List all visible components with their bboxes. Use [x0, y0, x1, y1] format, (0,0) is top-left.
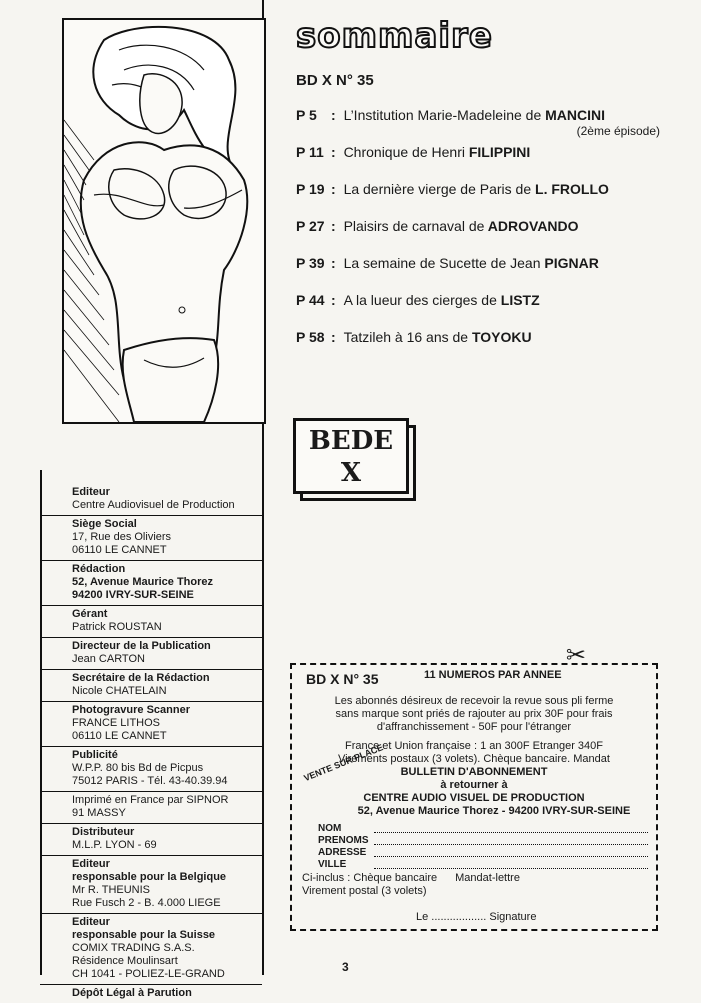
credit-distributeur	[40, 824, 262, 856]
credit-line: Centre Audiovisuel de Production	[72, 499, 235, 511]
credit-title: Directeur de la Publication	[72, 640, 211, 652]
credit-line: M.L.P. LYON - 69	[72, 839, 157, 851]
credit-line: 91 MASSY	[72, 807, 126, 819]
coupon-retour: à retourner à	[440, 779, 508, 791]
toc-author: FILIPPINI	[468, 144, 531, 160]
ville-field[interactable]	[374, 868, 648, 869]
coupon-centre: CENTRE AUDIO VISUEL DE PRODUCTION	[363, 792, 585, 804]
nom-field[interactable]	[374, 832, 648, 833]
toc-item: P 11 : Chronique de Henri FILIPPINI	[296, 144, 531, 160]
form-label: NOM	[318, 823, 342, 834]
toc-text: La dernière vierge de Paris de	[343, 181, 532, 197]
credit-gerant	[40, 606, 262, 638]
logo-line: BEDE	[308, 426, 394, 456]
coupon-issue: BD X N° 35	[306, 671, 379, 687]
credit-title: Rédaction	[72, 563, 126, 575]
prenoms-field[interactable]	[374, 844, 648, 845]
credit-line: 52, Avenue Maurice Thorez	[72, 576, 214, 588]
toc-item: P 58 : Tatzileh à 16 ans de TOYOKU	[296, 329, 532, 345]
credit-line: Rue Fusch 2 - B. 4.000 LIEGE	[72, 897, 221, 909]
toc-text: La semaine de Sucette de Jean	[343, 255, 541, 271]
credit-title: Dépôt Légal à Parution	[72, 987, 192, 999]
table-of-contents	[296, 107, 666, 366]
adresse-field[interactable]	[374, 856, 648, 857]
left-column	[40, 0, 260, 1000]
credit-title: Editeur	[72, 486, 110, 498]
credits-list	[40, 484, 262, 1003]
signature-line: Le .................. Signature	[416, 911, 537, 923]
vente-sur-place-stamp: VENTE SUR PLACE	[302, 742, 385, 784]
toc-item: P 27 : Plaisirs de carnaval de ADROVANDO	[296, 218, 579, 234]
coupon-bulletin: BULLETIN D'ABONNEMENT	[400, 766, 548, 778]
toc-text: A la lueur des cierges de	[343, 292, 497, 308]
toc-text: Chronique de Henri	[343, 144, 465, 160]
credit-title: Gérant	[72, 608, 108, 620]
coupon-line: Virements postaux (3 volets). Chèque bancaire. Mandat	[338, 753, 610, 765]
credit-line: CH 1041 - POLIEZ-LE-GRAND	[72, 968, 225, 980]
credit-line: 94200 IVRY-SUR-SEINE	[72, 589, 194, 601]
virement-label: Virement postal (3 volets)	[302, 885, 427, 897]
toc-page: P 5	[296, 107, 317, 123]
toc-page: P 27	[296, 218, 325, 234]
credit-line: Mr R. THEUNIS	[72, 884, 151, 896]
toc-text: L’Institution Marie-Madeleine de	[343, 107, 542, 123]
payment-options	[302, 872, 642, 898]
form-label: VILLE	[318, 859, 347, 870]
form-row-ville	[318, 859, 648, 871]
toc-author: PIGNAR	[544, 255, 599, 271]
coupon-line: France et Union française : 1 an 300F Etranger 340F	[344, 740, 604, 752]
toc-author: ADROVANDO	[487, 218, 579, 234]
toc-page: P 11	[296, 144, 324, 160]
credit-redaction	[40, 561, 262, 606]
credit-imprime	[40, 792, 262, 824]
toc-page: P 58	[296, 329, 325, 345]
credit-publicite	[40, 747, 262, 792]
credit-photogravure	[40, 702, 262, 747]
credit-line: 75012 PARIS - Tél. 43-40.39.94	[72, 775, 228, 787]
credit-siege-social	[40, 516, 262, 561]
credit-title: Photogravure Scanner	[72, 704, 190, 716]
toc-page: P 44	[296, 292, 325, 308]
bede-x-logo	[293, 418, 409, 494]
toc-item: P 39 : La semaine de Sucette de Jean PIGNAR	[296, 255, 599, 271]
illustration-drawing	[64, 20, 264, 422]
coupon-address: 52, Avenue Maurice Thorez - 94200 IVRY-SUR-SEINE	[357, 805, 631, 817]
form-label: PRENOMS	[318, 835, 369, 846]
toc-page: P 19	[296, 181, 325, 197]
issue-number: BD X N° 35	[296, 72, 374, 89]
toc-page: P 39	[296, 255, 325, 271]
toc-author: MANCINI	[545, 107, 606, 123]
credit-line: responsable pour la Belgique	[72, 871, 227, 883]
toc-author: LISTZ	[500, 292, 540, 308]
toc-item: P 44 : A la lueur des cierges de LISTZ	[296, 292, 540, 308]
credit-title: Publicité	[72, 749, 118, 761]
toc-subtitle: (2ème épisode)	[576, 124, 660, 138]
page-number: 3	[342, 960, 349, 974]
credit-line: 06110 LE CANNET	[72, 544, 167, 556]
toc-item: P 5 : L’Institution Marie-Madeleine de MANCINI (2ème épisode)	[296, 107, 660, 138]
coupon-line: Les abonnés désireux de recevoir la revue sous pli ferme	[334, 695, 614, 707]
credit-line: Nicole CHATELAIN	[72, 685, 167, 697]
toc-text: Tatzileh à 16 ans de	[343, 329, 469, 345]
credit-directeur	[40, 638, 262, 670]
credit-line: 17, Rue des Oliviers	[72, 531, 172, 543]
coupon-line: d'affranchissement - 50F pour l'étranger	[376, 721, 572, 733]
credit-title: Siège Social	[72, 518, 137, 530]
toc-author: TOYOKU	[471, 329, 532, 345]
form-label: ADRESSE	[318, 847, 367, 858]
page-title: sommaire	[296, 16, 493, 56]
credit-title: Editeur	[72, 858, 110, 870]
credit-line: 06110 LE CANNET	[72, 730, 167, 742]
credit-line: COMIX TRADING S.A.S.	[72, 942, 195, 954]
subscription-coupon	[290, 642, 658, 931]
credit-secretaire	[40, 670, 262, 702]
credit-line: W.P.P. 80 bis Bd de Picpus	[72, 762, 204, 774]
logo-line: X	[340, 458, 362, 488]
scissors-icon: ✂	[565, 642, 586, 669]
credit-depot-legal	[40, 985, 262, 1003]
coupon-frequency: 11 NUMEROS PAR ANNEE	[424, 669, 562, 681]
credit-line: responsable pour la Suisse	[72, 929, 216, 941]
credit-editeur	[40, 484, 262, 516]
credit-title: Editeur	[72, 916, 110, 928]
toc-author: L. FROLLO	[535, 181, 609, 197]
credit-line: Jean CARTON	[72, 653, 145, 665]
credit-line: Imprimé en France par SIPNOR	[72, 794, 229, 806]
coupon-line: sans marque sont priés de rajouter au prix 30F pour frais	[335, 708, 613, 720]
toc-text: Plaisirs de carnaval de	[343, 218, 485, 234]
credit-line: Résidence Moulinsart	[72, 955, 178, 967]
cover-illustration	[62, 18, 266, 424]
mandat-label: Mandat-lettre	[455, 872, 520, 884]
credit-line: Patrick ROUSTAN	[72, 621, 162, 633]
credit-title: Secrétaire de la Rédaction	[72, 672, 210, 684]
toc-item: P 19 : La dernière vierge de Paris de L. FROLLO	[296, 181, 609, 197]
subscription-form	[318, 823, 648, 871]
credit-title: Distributeur	[72, 826, 135, 838]
credit-editeur-belgique	[40, 856, 262, 914]
ci-inclus-label: Ci-inclus : Chèque bancaire	[302, 872, 438, 884]
credit-line: FRANCE LITHOS	[72, 717, 161, 729]
credit-editeur-suisse	[40, 914, 262, 985]
